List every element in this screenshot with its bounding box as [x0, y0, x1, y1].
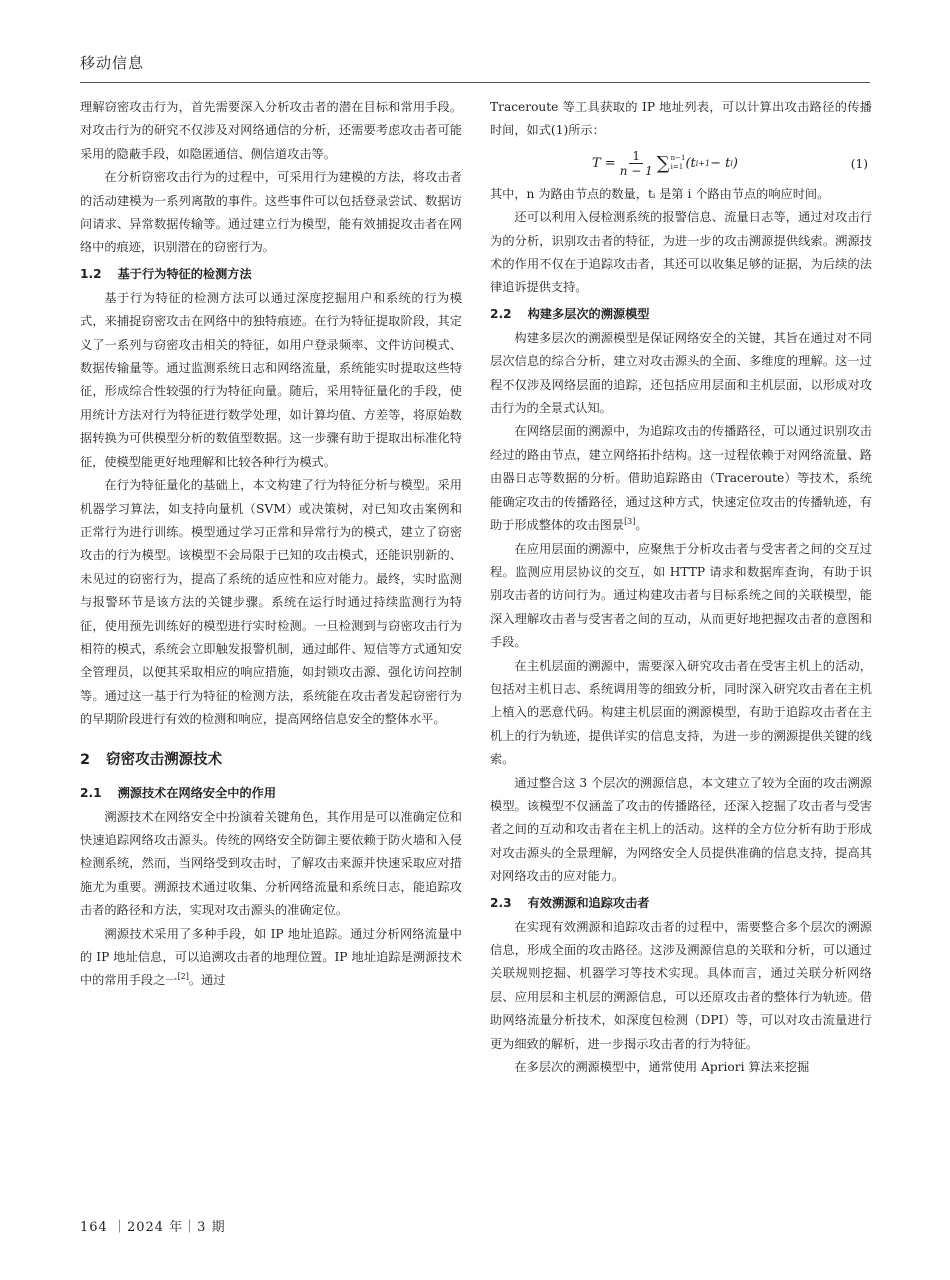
section-number: 2.2	[490, 306, 512, 321]
section-heading-2-2	[490, 303, 872, 325]
section-title: 溯源技术在网络安全中的作用	[117, 785, 277, 800]
section-heading-2	[80, 748, 462, 772]
paragraph: 通过整合这 3 个层次的溯源信息，本文建立了较为全面的攻击溯源模型。该模型不仅涵盖了攻击的传播路径，还深入挖掘了攻击者与受害者之间的互动和攻击者在主机上的活动。这样的全方位分析有助于形成对攻击源头的全景理解，为网络安全人员提供准确的信息支持，提高其对网络攻击的应对能力。	[490, 775, 872, 884]
equation-body	[592, 149, 738, 178]
paragraph: 理解窃密攻击行为，首先需要深入分析攻击者的潜在目标和常用手段。对攻击行为的研究不仅涉及对网络通信的分析，还需要考虑攻击者可能采用的隐蔽手段，如隐匿通信、侧信道攻击等。	[80, 100, 462, 161]
equation-lhs: T =	[592, 155, 616, 171]
sum-upper: n−1	[670, 154, 686, 163]
subscript: i+1	[695, 158, 711, 168]
paragraph-text: 。	[635, 518, 648, 533]
section-title: 有效溯源和追踪攻击者	[527, 895, 650, 910]
section-title: 构建多层次的溯源模型	[527, 306, 650, 321]
section-number: 2.1	[80, 785, 102, 800]
paragraph-text: 。通过	[188, 973, 226, 988]
header-divider	[80, 82, 870, 83]
paragraph: 基于行为特征的检测方法可以通过深度挖掘用户和系统的行为模式，来捕捉窃密攻击在网络中的独特痕迹。在行为特征提取阶段，其定义了一系列与窃密攻击相关的特征，如用户登录频率、文件访问模式、数据传输量等。通过监测系统日志和网络流量，系统能实时提取这些特征，形成综合性较强的行为特征向量。随后，采用特征量化的手段，使用统计方法对行为特征进行数学处理，如计算均值、方差等，将原始数据转换为可供模型分析的数值型数据。这一步骤有助于提取出标准化特征，使模型能更好地理解和比较各种行为模式。	[80, 290, 462, 469]
section-title: 基于行为特征的检测方法	[117, 266, 252, 281]
summation	[657, 152, 686, 175]
section-number: 2	[80, 751, 91, 768]
paragraph: 在应用层面的溯源中，应聚焦于分析攻击者与受害者之间的交互过程。监测应用层协议的交互，如 HTTP 请求和数据库查询，有助于识别攻击者的访问行为。通过构建攻击者与目标系统之间的关联模型，能深入理解攻击者与受害者之间的互动，从而更好地把握攻击者的意图和手段。	[490, 541, 872, 650]
page-footer: 164 ｜2024 年｜3 期	[80, 1220, 226, 1235]
right-column	[490, 96, 872, 1079]
subscript: i	[730, 158, 733, 168]
fraction-denominator: n − 1	[619, 163, 653, 178]
equation-1	[490, 143, 872, 183]
equation-term: − t	[710, 155, 731, 171]
equation-number: (1)	[850, 156, 868, 171]
paragraph	[490, 420, 872, 537]
sum-lower: i=1	[670, 163, 684, 172]
citation: [3]	[624, 517, 636, 527]
journal-header: 移动信息	[80, 54, 145, 72]
paragraph-text: 溯源技术采用了多种手段，如 IP 地址追踪。通过分析网络流量中的 IP 地址信息，可以追溯攻击者的地理位置。IP 地址追踪是溯源技术中的常用手段之一	[80, 926, 462, 988]
equation-term: )	[732, 155, 738, 171]
fraction	[620, 149, 653, 178]
paragraph: Traceroute 等工具获取的 IP 地址列表，可以计算出攻击路径的传播时间，如式(1)所示：	[490, 100, 872, 138]
summation-limits	[671, 154, 686, 172]
paragraph-text: 在网络层面的溯源中，为追踪攻击的传播路径，可以通过识别攻击经过的路由节点，建立网络拓扑结构。这一过程依赖于对网络流量、路由器日志等数据的分析。借助追踪路由（Traceroute）等技术，系统能确定攻击的传播路径，通过这种方式，快速定位攻击的传播轨迹，有助于形成整体的攻击图景	[490, 424, 872, 533]
paragraph: 还可以利用入侵检测系统的报警信息、流量日志等，通过对攻击行为的分析，识别攻击者的特征，为进一步的攻击溯源提供线索。溯源技术的作用不仅在于追踪攻击者，其还可以收集足够的证据，为后续的法律追诉提供支持。	[490, 210, 872, 295]
sigma-symbol: ∑	[656, 152, 670, 174]
paragraph: 在行为特征量化的基础上，本文构建了行为特征分析与模型。采用机器学习算法，如支持向量机（SVM）或决策树，对已知攻击案例和正常行为进行训练。模型通过学习正常和异常行为的模式，建立了窃密攻击的行为模型。该模型不会局限于已知的攻击模式，还能识别新的、未见过的窃密行为，提高了系统的适应性和应对能力。最终，实时监测与报警环节是该方法的关键步骤。系统在运行时通过持续监测行为特征，使用预先训练好的模型进行实时检测。一旦检测到与窃密攻击行为相符的模式，系统会立即触发报警机制，通过邮件、短信等方式通知安全管理员，以便其采取相应的响应措施，如封锁攻击源、强化访问控制等。通过这一基于行为特征的检测方法，系统能在攻击者发起窃密行为的早期阶段进行有效的检测和响应，提高网络信息安全的整体水平。	[80, 478, 462, 727]
section-heading-2-1	[80, 782, 462, 804]
paragraph: 在多层次的溯源模型中，通常使用 Apriori 算法来挖掘	[514, 1060, 810, 1075]
citation: [2]	[177, 972, 189, 982]
left-column	[80, 96, 462, 993]
section-heading-2-3	[490, 892, 872, 914]
section-heading-1-2	[80, 263, 462, 285]
fraction-numerator: 1	[629, 149, 643, 164]
section-number: 2.3	[490, 895, 512, 910]
paragraph: 在实现有效溯源和追踪攻击者的过程中，需要整合多个层次的溯源信息，形成全面的攻击路径。这涉及溯源信息的关联和分析，可以通过关联规则挖掘、机器学习等技术实现。具体而言，通过关联分析网络层、应用层和主机层的溯源信息，可以还原攻击者的整体行为轨迹。借助网络流量分析技术，如深度包检测（DPI）等，可以对攻击流量进行更为细致的解析，进一步揭示攻击者的行为特征。	[490, 919, 872, 1051]
section-number: 1.2	[80, 266, 102, 281]
paragraph: 构建多层次的溯源模型是保证网络安全的关键，其旨在通过对不同层次信息的综合分析，建立对攻击源头的全面、多维度的理解。这一过程不仅涉及网络层面的追踪，还包括应用层面和主机层面，以形成对攻击行为的全景式认知。	[490, 330, 872, 416]
section-title: 窃密攻击溯源技术	[106, 751, 223, 768]
paragraph: 其中，n 为路由节点的数量，tᵢ 是第 i 个路由节点的响应时间。	[490, 186, 830, 201]
equation-term: (t	[685, 155, 696, 171]
paragraph: 在分析窃密攻击行为的过程中，可采用行为建模的方法，将攻击者的活动建模为一系列离散的事件。这些事件可以包括登录尝试、数据访问请求、异常数据传输等。通过建立行为模型，能有效捕捉攻击者在网络中的痕迹，识别潜在的窃密行为。	[80, 170, 462, 255]
paragraph: 溯源技术在网络安全中扮演着关键角色，其作用是可以准确定位和快速追踪网络攻击源头。传统的网络安全防御主要依赖于防火墙和入侵检测系统，然而，当网络受到攻击时，了解攻击来源并快速采取应对措施尤为重要。溯源技术通过收集、分析网络流量和系统日志，能追踪攻击者的路径和方法，实现对攻击源头的准确定位。	[80, 809, 462, 918]
paragraph: 在主机层面的溯源中，需要深入研究攻击者在受害主机上的活动，包括对主机日志、系统调用等的细致分析，同时深入研究攻击者在主机上植入的恶意代码。构建主机层面的溯源模型，有助于追踪攻击者在主机上的行为轨迹，提供详实的信息支持，为进一步的溯源提供关键的线索。	[490, 658, 872, 767]
paragraph	[80, 923, 462, 993]
